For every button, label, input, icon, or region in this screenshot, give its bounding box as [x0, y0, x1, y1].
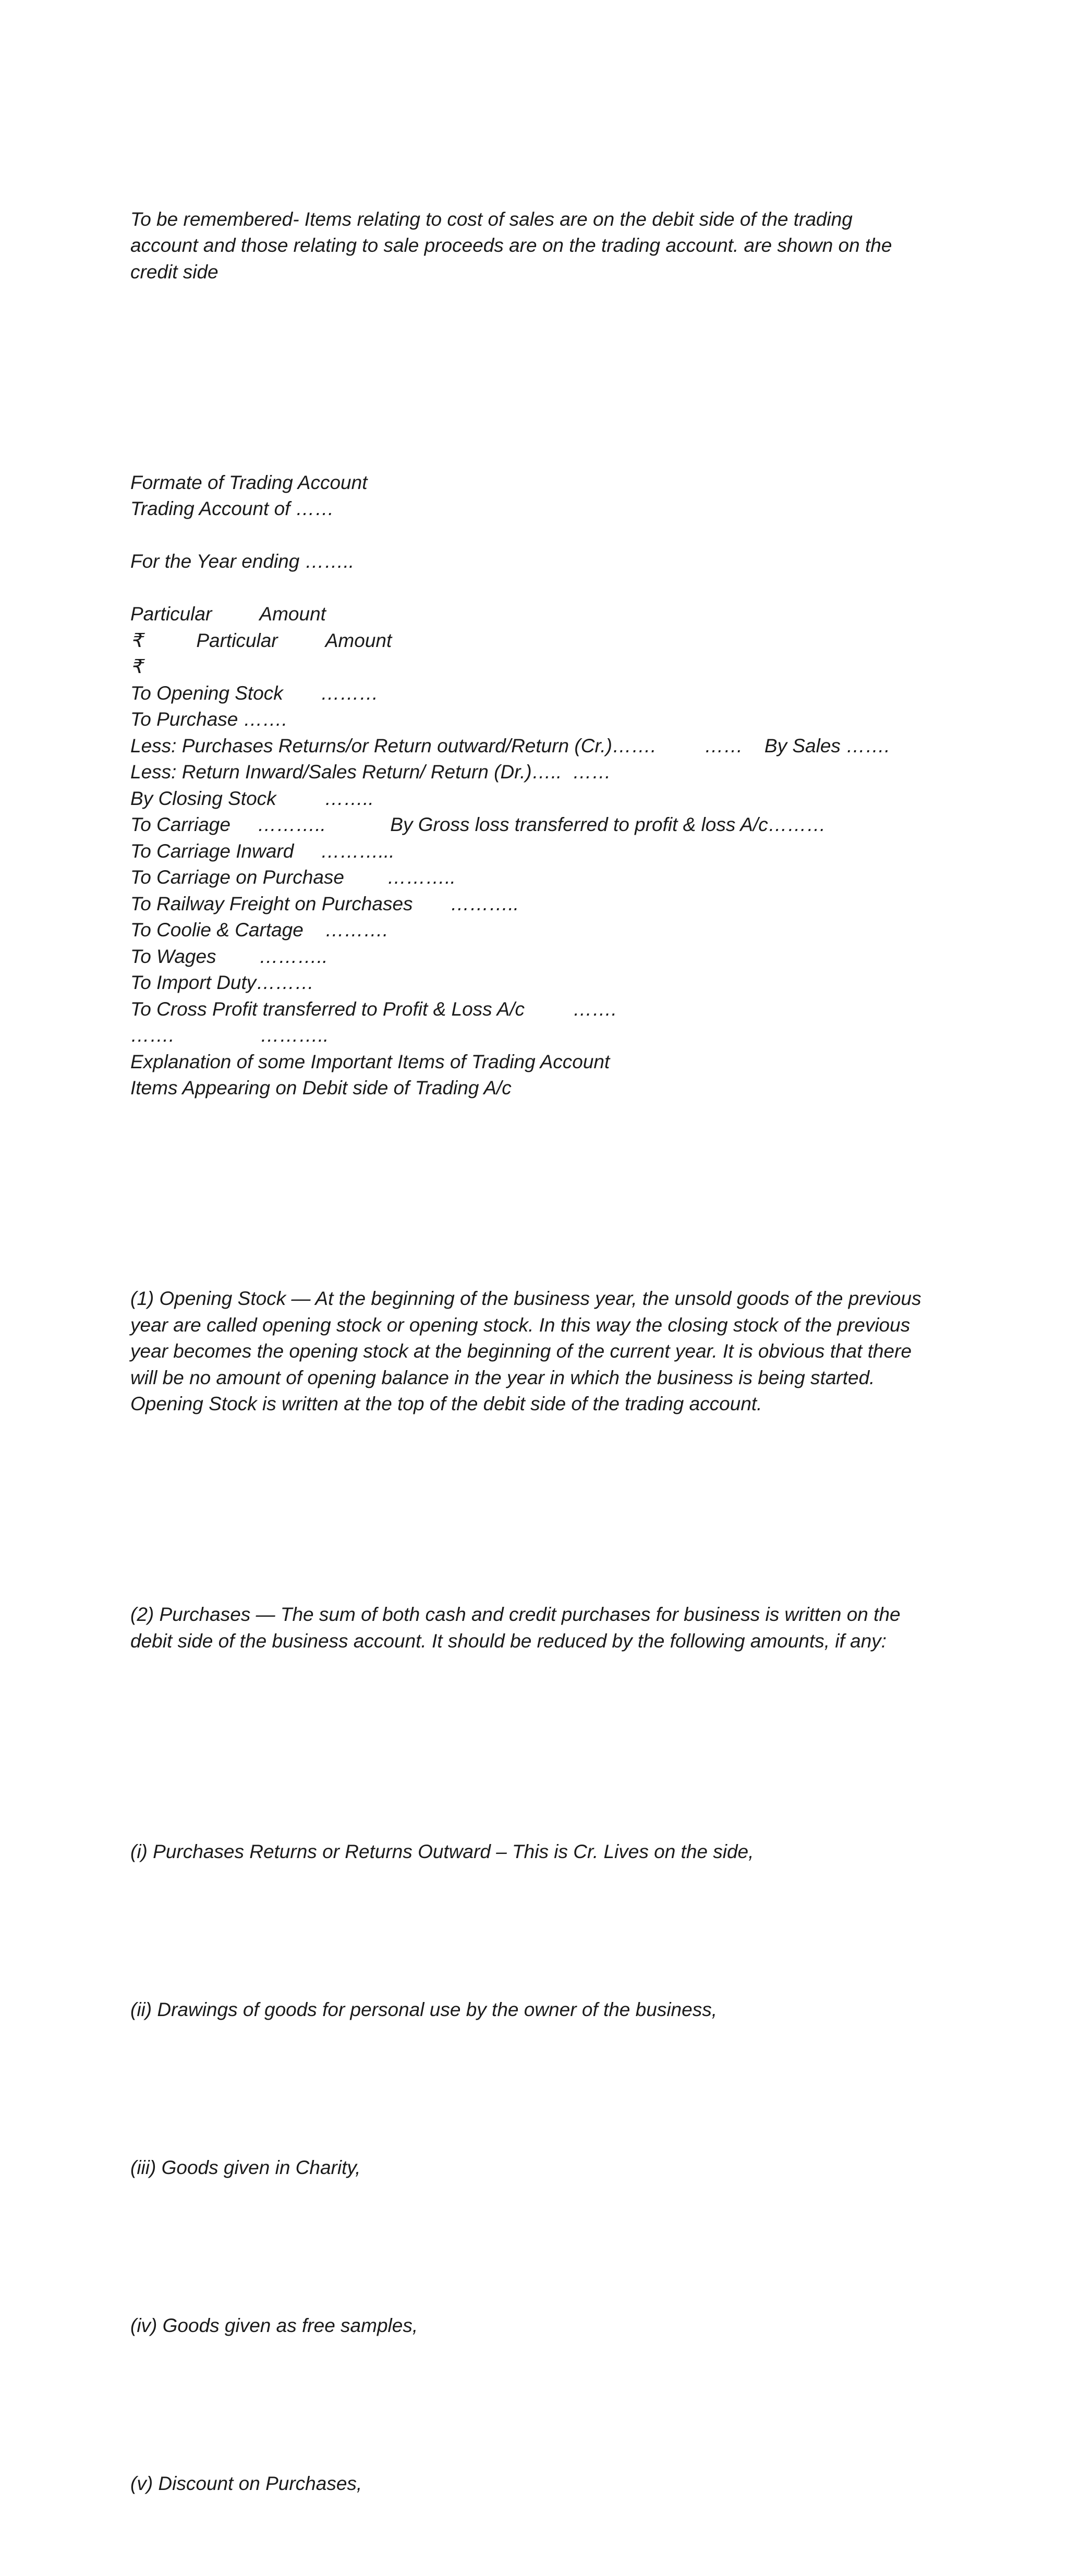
- spacer: [130, 575, 954, 602]
- account-row: To Purchase …….: [130, 709, 287, 730]
- account-row: Less: Return Inward/Sales Return/ Return (Dr.)….. ……: [130, 761, 611, 783]
- purchases-paragraph: [130, 1602, 954, 1654]
- account-row: To Carriage on Purchase ………..: [130, 866, 456, 888]
- format-section: [130, 470, 954, 1102]
- opening-stock-line: year becomes the opening stock at the beginning of the current year. It is obvious that there: [130, 1340, 912, 1362]
- account-row: To Carriage ……….. By Gross loss transferred to profit & loss A/c………: [130, 814, 826, 835]
- table-header-line: ₹ Particular Amount: [130, 629, 392, 651]
- account-row: To Carriage Inward ………...: [130, 840, 395, 862]
- account-row: To Cross Profit transferred to Profit & Loss A/c …….: [130, 998, 617, 1020]
- purchases-line: (2) Purchases — The sum of both cash and credit purchases for business is written on the: [130, 1604, 901, 1625]
- opening-stock-line: year are called opening stock or opening stock. In this way the closing stock of the previous: [130, 1314, 911, 1336]
- intro-line: credit side: [130, 261, 219, 283]
- purchases-line: debit side of the business account. It should be reduced by the following amounts, if any:: [130, 1630, 887, 1652]
- spacer: [130, 1733, 954, 1760]
- explanation-heading: Explanation of some Important Items of Trading Account: [130, 1051, 610, 1072]
- document-body: [130, 127, 954, 2576]
- intro-paragraph: [130, 206, 954, 286]
- spacer: [130, 2233, 954, 2260]
- account-row: To Opening Stock ………: [130, 682, 379, 704]
- account-row: To Railway Freight on Purchases ………..: [130, 893, 519, 914]
- reduction-item: (v) Discount on Purchases,: [130, 2472, 362, 2494]
- spacer: [130, 2076, 954, 2102]
- account-of-line: Trading Account of ……: [130, 498, 334, 519]
- spacer: [130, 1180, 954, 1207]
- intro-line: account and those relating to sale proceeds are on the trading account. are shown on the: [130, 235, 892, 256]
- account-row: To Coolie & Cartage ……….: [130, 919, 389, 941]
- spacer: [130, 1918, 954, 1944]
- table-header-line: ₹: [130, 656, 143, 677]
- spacer: [130, 364, 954, 391]
- reduction-item: (iv) Goods given as free samples,: [130, 2314, 418, 2336]
- year-ending-line: For the Year ending ……..: [130, 551, 355, 572]
- opening-stock-line: Opening Stock is written at the top of the debit side of the trading account.: [130, 1393, 762, 1414]
- format-title: Formate of Trading Account: [130, 471, 368, 493]
- opening-stock-paragraph: [130, 1286, 954, 1418]
- reduction-item: (i) Purchases Returns or Returns Outward – This is Cr. Lives on the side,: [130, 1840, 754, 1862]
- reduction-item: (iii) Goods given in Charity,: [130, 2156, 361, 2178]
- opening-stock-line: will be no amount of opening balance in the year in which the business is being started.: [130, 1366, 875, 1388]
- intro-line: To be remembered- Items relating to cost of sales are on the debit side of the trading: [130, 208, 853, 230]
- account-row: To Import Duty………: [130, 972, 314, 993]
- table-header-line: Particular Amount: [130, 603, 326, 625]
- debit-side-heading: Items Appearing on Debit side of Trading A/c: [130, 1077, 512, 1098]
- account-row: Less: Purchases Returns/or Return outward/Return (Cr.)……. …… By Sales …….: [130, 735, 890, 756]
- spacer: [130, 522, 954, 549]
- spacer: [130, 2391, 954, 2418]
- account-row: ……. ………..: [130, 1024, 329, 1046]
- spacer: [130, 1496, 954, 1523]
- account-row: To Wages ………..: [130, 945, 328, 967]
- account-row: By Closing Stock ……..: [130, 787, 374, 809]
- opening-stock-line: (1) Opening Stock — At the beginning of the business year, the unsold goods of the previous: [130, 1288, 921, 1309]
- reduction-item: (ii) Drawings of goods for personal use by the owner of the business,: [130, 1998, 717, 2020]
